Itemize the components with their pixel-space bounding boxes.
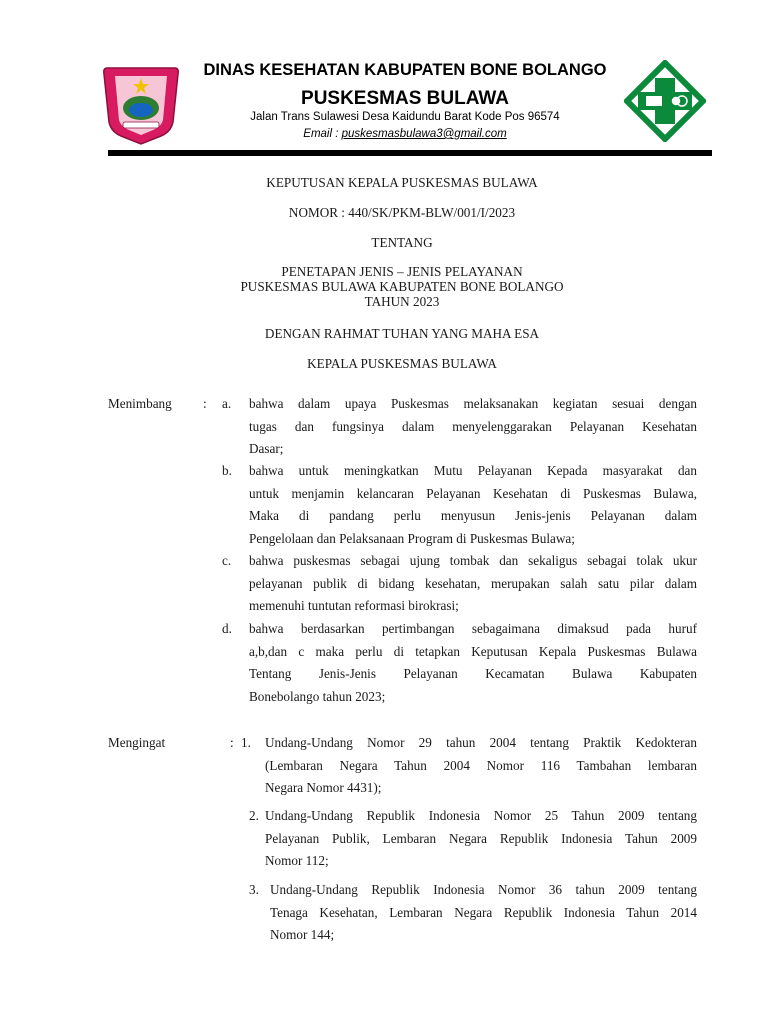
mengingat-item-1 [265,732,697,800]
menimbang-item-a [249,393,697,461]
menimbang-marker-a: a. [222,396,232,411]
mengingat-marker-1: 1. [241,735,251,750]
menimbang-item-d [249,618,697,708]
text-line: Maka di pandang perlu menyusun Jenis-jenis Pelayanan dalam [249,508,697,523]
decree-title: KEPUTUSAN KEPALA PUSKESMAS BULAWA [266,175,538,190]
text-line: Pelayanan Publik, Lembaran Negara Republik Indonesia Tahun 2009 [265,830,697,846]
text-line: Tentang Jenis-Jenis Pelayanan Kecamatan Bulawa Kabupaten [249,666,697,681]
menimbang-item-c [249,550,697,618]
header-divider [108,150,712,156]
menimbang-marker-d: d. [222,621,232,636]
text-line: bahwa berdasarkan pertimbangan sebagaimana dimaksud pada huruf [249,621,697,636]
regency-emblem-logo [101,64,181,146]
puskesmas-cross-logo [624,60,706,142]
mengingat-item-3 [270,879,697,947]
menimbang-item-b [249,460,697,550]
menimbang-colon: : [203,396,207,411]
text-line: memenuhi tuntutan reformasi birokrasi; [249,598,459,613]
mengingat-marker-3: 3. [249,882,259,897]
subject-line-1: PENETAPAN JENIS – JENIS PELAYANAN [281,264,523,279]
address: Jalan Trans Sulawesi Desa Kaidundu Barat Kode Pos 96574 [250,111,560,123]
text-line: Negara Nomor 4431); [265,780,382,795]
menimbang-label: Menimbang [108,396,172,411]
text-line: Undang-Undang Nomor 29 tahun 2004 tentang Praktik Kedokteran [265,735,697,750]
text-line: Undang-Undang Republik Indonesia Nomor 36 tahun 2009 tentang [270,882,697,897]
text-line: tugas dan fungsinya dalam menyelenggarakan Pelayanan Kesehatan [249,418,697,434]
mengingat-colon: : [230,735,234,750]
email-line [180,128,630,140]
text-line: pelayanan publik di bidang kesehatan, merupakan salah satu pilar dalam [249,575,697,591]
text-line: bahwa untuk meningkatkan Mutu Pelayanan Kepada masyarakat dan [249,463,697,478]
text-line: Pengelolaan dan Pelaksanaan Program di Puskesmas Bulawa; [249,530,575,546]
email-label: Email : [303,128,342,140]
subject-line-2: PUSKESMAS BULAWA KABUPATEN BONE BOLANGO [240,279,564,294]
text-line: a,b,dan c maka perlu di tetapkan Keputusan Kepala Puskesmas Bulawa [249,643,697,659]
text-line: untuk menjamin kelancaran Pelayanan Kesehatan di Puskesmas Bulawa, [249,485,697,501]
text-line: Bonebolango tahun 2023; [249,688,386,704]
text-line: bahwa puskesmas sebagai ujung tombak dan sekaligus sebagai tolak ukur [249,553,697,568]
text-line: Nomor 144; [270,927,335,942]
text-line: (Lembaran Negara Tahun 2004 Nomor 116 Tambahan lembaran [265,757,697,773]
text-line: Tenaga Kesehatan, Lembaran Negara Republik Indonesia Tahun 2014 [270,904,697,920]
about-heading: TENTANG [371,235,433,250]
decree-subject [108,264,696,309]
mengingat-marker-2: 2. [249,808,259,823]
decree-number: NOMOR : 440/SK/PKM-BLW/001/I/2023 [288,205,516,220]
mengingat-item-2 [265,805,697,873]
text-line: bahwa dalam upaya Puskesmas melaksanakan kegiatan sesuai dengan [249,396,697,411]
text-line: Nomor 112; [265,853,329,868]
email-link[interactable]: puskesmasbulawa3@gmail.com [341,128,507,140]
puskesmas-name: PUSKESMAS BULAWA [301,88,509,109]
menimbang-marker-c: c. [222,553,232,568]
menimbang-marker-b: b. [222,463,232,478]
text-line: Undang-Undang Republik Indonesia Nomor 25 Tahun 2009 tentang [265,808,697,823]
blessing-line: DENGAN RAHMAT TUHAN YANG MAHA ESA [264,326,540,341]
subject-line-3: TAHUN 2023 [364,294,440,309]
issuer-line: KEPALA PUSKESMAS BULAWA [307,356,497,371]
agency-name: DINAS KESEHATAN KABUPATEN BONE BOLANGO [203,61,607,79]
mengingat-label: Mengingat [108,735,166,750]
text-line: Dasar; [249,441,284,456]
